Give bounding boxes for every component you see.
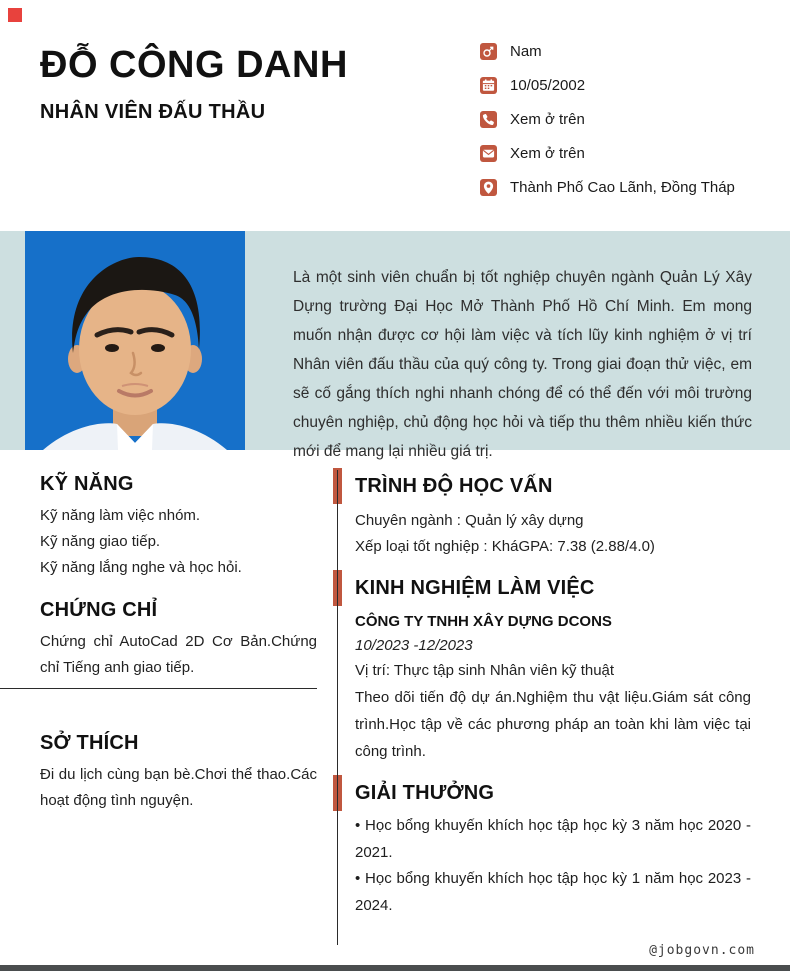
phone-icon (480, 111, 497, 128)
experience-position: Vị trí: Thực tập sinh Nhân viên kỹ thuật (355, 662, 615, 679)
awards-body (355, 813, 751, 919)
skill-item: Kỹ năng lắng nghe và học hỏi. (40, 559, 242, 576)
gender-icon (480, 43, 497, 60)
phone-value: Xem ở trên (510, 111, 585, 128)
email-value: Xem ở trên (510, 145, 585, 162)
awards-heading-row (333, 775, 751, 811)
right-column (337, 450, 790, 971)
certificates-heading: CHỨNG CHỈ (40, 599, 158, 621)
contact-row-email (480, 145, 752, 162)
address-value: Thành Phố Cao Lãnh, Đồng Tháp (510, 179, 735, 196)
experience-period: 10/2023 -12/2023 (355, 637, 473, 654)
hobbies-heading: SỞ THÍCH (40, 732, 139, 754)
award-item: • Học bổng khuyến khích học tập học kỳ 3 năm học 2020 - 2021. (355, 817, 751, 861)
education-heading-row (333, 468, 751, 504)
summary-text: Là một sinh viên chuẩn bị tốt nghiệp chuyên ngành Quản Lý Xây Dựng trường Đại Học Mở Thành Phố Hồ Chí Minh. Em mong muốn nhận được cơ hội làm việc và tích lũy kinh nghiệm ở vị trí Nhân viên đấu thầu của quý công ty. Trong giai đoạn thử việc, em sẽ cố gắng thích nghi nhanh chóng để có thể đến với môi trường chuyên nghiệp, chủ động học hỏi và tiếp thu thêm nhiều kiến thức mới để mang lại nhiều giá trị. (293, 269, 752, 460)
candidate-name: ĐỖ CÔNG DANH (40, 44, 348, 86)
experience-body (355, 610, 751, 765)
education-body (355, 508, 751, 560)
summary-band (0, 231, 790, 460)
experience-heading: KINH NGHIỆM LÀM VIỆC (355, 576, 595, 599)
name-block (40, 30, 348, 231)
skills-heading: KỸ NĂNG (40, 473, 134, 495)
education-grade: Xếp loại tốt nghiệp : KháGPA: 7.38 (2.88/4.0) (355, 538, 655, 555)
calendar-icon (480, 77, 497, 94)
skills-list (40, 503, 317, 581)
contact-row-birthday (480, 77, 752, 94)
profile-photo (25, 231, 245, 450)
header (0, 0, 790, 231)
education-heading: TRÌNH ĐỘ HỌC VẤN (355, 474, 553, 497)
email-icon (480, 145, 497, 162)
skill-item: Kỹ năng làm việc nhóm. (40, 507, 201, 524)
main-columns (0, 450, 790, 971)
award-item: • Học bổng khuyến khích học tập học kỳ 1 năm học 2023 - 2024. (355, 870, 751, 914)
experience-heading-row (333, 570, 751, 606)
experience-description: Theo dõi tiến độ dự án.Nghiệm thu vật liệu.Giám sát công trình.Học tập về các phương pháp an toàn khi làm việc tại công trình. (355, 689, 751, 760)
watermark: @jobgovn.com (649, 943, 755, 958)
education-major: Chuyên ngành : Quản lý xây dựng (355, 512, 584, 529)
left-column-divider (0, 688, 317, 689)
contact-row-gender (480, 43, 752, 60)
contact-list (480, 43, 752, 231)
hobbies-text: Đi du lịch cùng bạn bè.Chơi thể thao.Các hoạt động tình nguyện. (40, 766, 317, 809)
birthday-value: 10/05/2002 (510, 77, 586, 94)
awards-heading: GIẢI THƯỞNG (355, 781, 495, 804)
experience-company: CÔNG TY TNHH XÂY DỰNG DCONS (355, 613, 612, 630)
location-icon (480, 179, 497, 196)
corner-marker (8, 8, 22, 22)
bottom-bar (0, 965, 790, 971)
certificates-text: Chứng chỉ AutoCad 2D Cơ Bản.Chứng chỉ Tiếng anh giao tiếp. (40, 633, 317, 676)
contact-row-phone (480, 111, 752, 128)
left-column (0, 450, 317, 971)
section-rail (337, 470, 338, 945)
gender-value: Nam (510, 43, 542, 60)
contact-row-address (480, 179, 752, 196)
job-title: NHÂN VIÊN ĐẤU THẦU (40, 101, 266, 123)
skill-item: Kỹ năng giao tiếp. (40, 533, 161, 550)
